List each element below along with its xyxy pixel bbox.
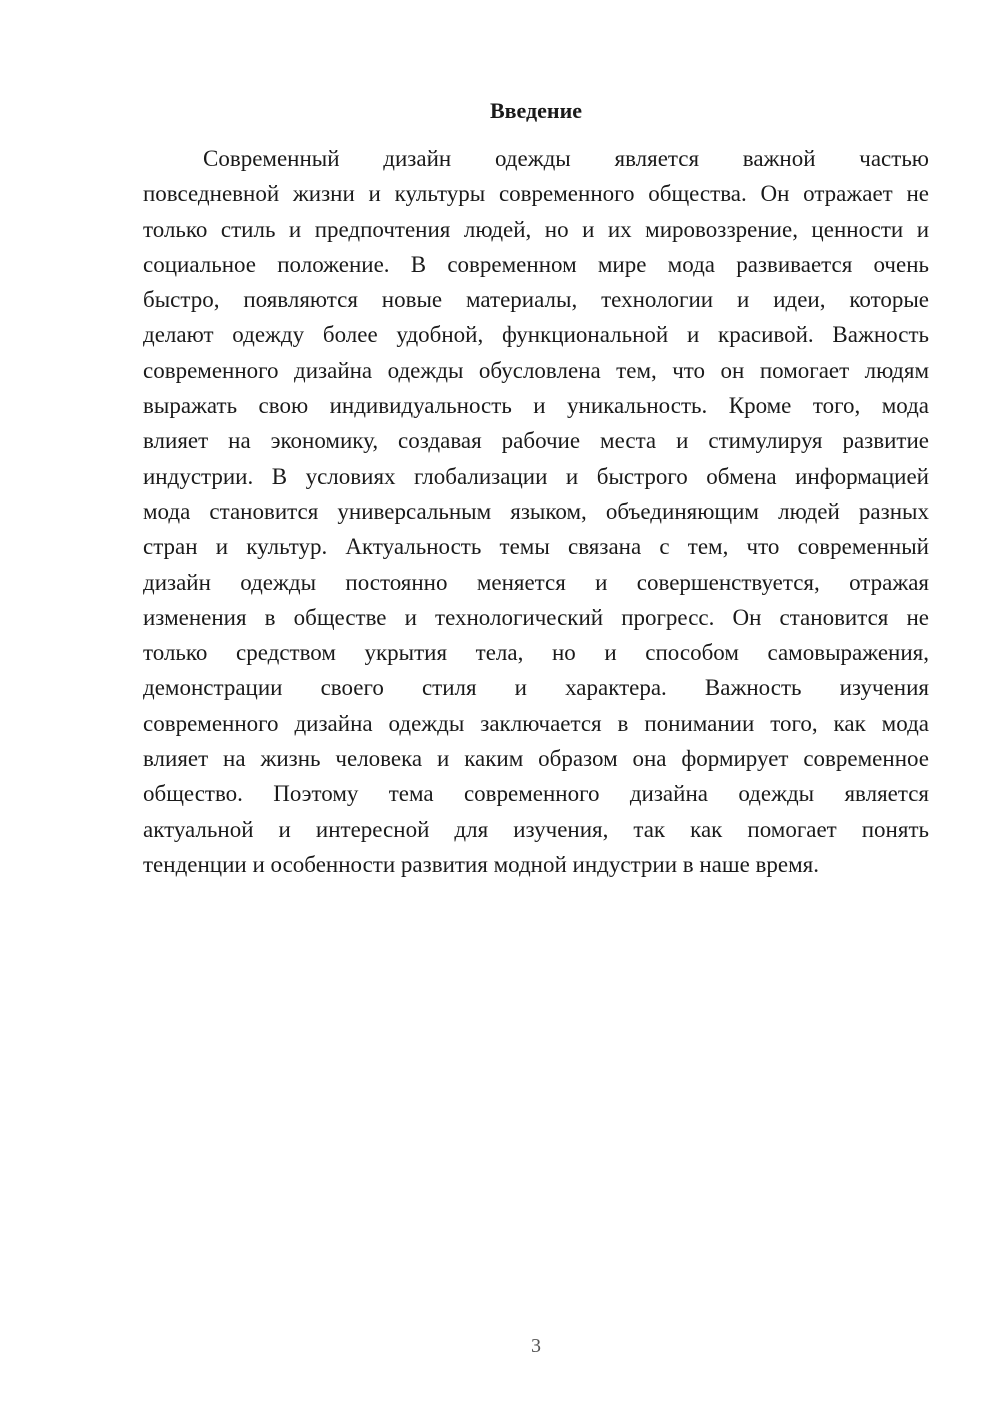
paragraph-line: быстро, появляются новые материалы, технологии и идеи, которые bbox=[143, 287, 929, 313]
paragraph-line: только средством укрытия тела, но и способом самовыражения, bbox=[143, 640, 929, 666]
paragraph-line: изменения в обществе и технологический прогресс. Он становится не bbox=[143, 604, 929, 630]
paragraph-line: влияет на экономику, создавая рабочие места и стимулируя развитие bbox=[143, 428, 929, 454]
paragraph-line: стран и культур. Актуальность темы связана с тем, что современный bbox=[143, 534, 929, 560]
paragraph-line: выражать свою индивидуальность и уникальность. Кроме того, мода bbox=[143, 393, 929, 419]
page-number: 3 bbox=[531, 1335, 541, 1357]
paragraph-line: актуальной и интересной для изучения, так как помогает понять bbox=[143, 816, 929, 842]
paragraph-line: современного дизайна одежды обусловлена тем, что он помогает людям bbox=[143, 357, 929, 383]
body-paragraph bbox=[143, 141, 929, 882]
paragraph-line: тенденции и особенности развития модной индустрии в наше время. bbox=[143, 851, 820, 877]
paragraph-line: общество. Поэтому тема современного дизайна одежды является bbox=[143, 781, 929, 807]
paragraph-line: влияет на жизнь человека и каким образом она формирует современное bbox=[143, 746, 929, 772]
paragraph-line: только стиль и предпочтения людей, но и их мировоззрение, ценности и bbox=[143, 216, 929, 242]
paragraph-line: делают одежду более удобной, функциональной и красивой. Важность bbox=[143, 322, 929, 348]
paragraph-line: социальное положение. В современном мире мода развивается очень bbox=[143, 251, 929, 277]
paragraph-line: демонстрации своего стиля и характера. Важность изучения bbox=[143, 675, 929, 701]
paragraph-line: повседневной жизни и культуры современного общества. Он отражает не bbox=[143, 181, 929, 207]
paragraph-line: дизайн одежды постоянно меняется и совершенствуется, отражая bbox=[143, 569, 929, 595]
paragraph-line: современного дизайна одежды заключается в понимании того, как мода bbox=[143, 710, 929, 736]
paragraph-line: мода становится универсальным языком, объединяющим людей разных bbox=[143, 498, 929, 524]
paragraph-line: индустрии. В условиях глобализации и быстрого обмена информацией bbox=[143, 463, 929, 489]
section-heading: Введение bbox=[489, 98, 583, 123]
paragraph-line: Современный дизайн одежды является важной частью bbox=[203, 146, 929, 171]
